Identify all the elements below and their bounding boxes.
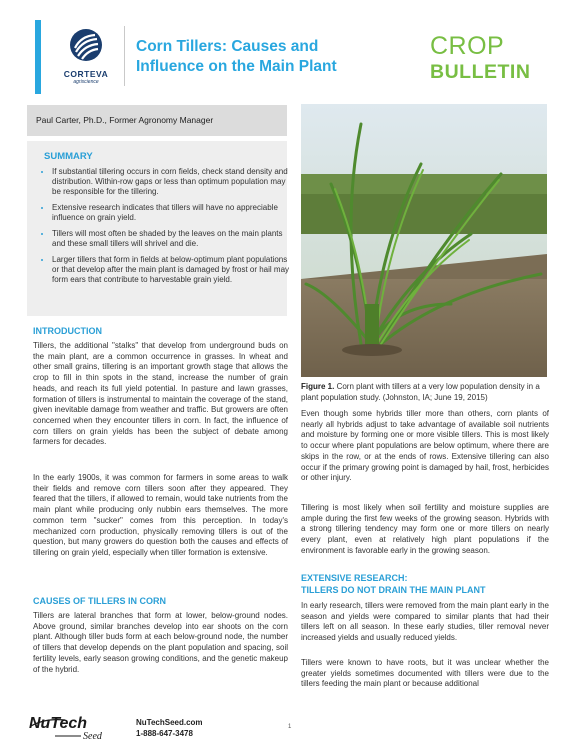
brand-sub: agriscience xyxy=(73,79,99,85)
summary-title: SUMMARY xyxy=(44,151,93,162)
series-label-crop: CROP xyxy=(430,32,505,60)
brand-name: CORTEVA xyxy=(63,69,109,79)
intro-paragraph-1: Tillers, the additional "stalks" that develop from underground buds on the main plant, are a common occurrence in grasses. In wheat and other small grains, tillering is an important growth stage that allows the crop to fill in thin spots in the stand, increase the number of grain heads, and reach its full yield potential. In pasture and lawn grasses, formation of tillers is instrumental to maintain the coverage of the stand, given inevitable damage from weather and traffic. But growers are often concerned when they encounter tillers in corn. In fact, the influence of corn tillers on grain yields has been the subject of debate among farmers for decades. xyxy=(33,341,288,447)
causes-paragraph-1: Tillers are lateral branches that form at lower, below-ground nodes. Above ground, similar branches develop into ear shoots on the corn plant. Although tiller buds form at each below-ground node, the number of tillers that develop depends on the plant population and spacing, soil fertility levels, early season growing conditions, and the genetic makeup of the hybrid. xyxy=(33,611,288,674)
figure-caption xyxy=(301,381,549,403)
footer-logo-main: NuTech xyxy=(29,715,88,732)
intro-heading: INTRODUCTION xyxy=(33,326,102,336)
header-divider xyxy=(124,26,125,86)
author-line: Paul Carter, Ph.D., Former Agronomy Manager xyxy=(36,115,214,125)
summary-item: • Tillers will most often be shaded by the leaves on the main plants and these small tillers will shrivel and die. xyxy=(52,229,289,249)
corteva-logo-icon xyxy=(69,28,103,62)
right-paragraph-1: Even though some hybrids tiller more than others, corn plants of nearly all hybrids adjust to take advantage of available soil nutrients and moisture by forming one or more visible tillers. This is most likely to occur where plant populations are below optimum, where there are skips in the row, or at the ends of rows. Extensive tillering can also occur if the primary growing point is damaged by hail, frost, herbicides or other injury. xyxy=(301,409,549,483)
summary-list xyxy=(40,167,289,291)
series-label-bulletin: BULLETIN xyxy=(430,61,531,83)
right-paragraph-3: In early research, tillers were removed from the main plant early in the season and yields were compared to similar plants that had their tillers left on all season. In these early studies, tiller removal never increased yields and usually reduced yields. xyxy=(301,601,549,643)
summary-item: • Extensive research indicates that tillers will have no appreciable influence on grain yield. xyxy=(52,203,289,223)
research-heading-line-2: TILLERS DO NOT DRAIN THE MAIN PLANT xyxy=(301,585,486,595)
footer-phone: 1-888-647-3478 xyxy=(136,729,193,738)
figure-caption-text: Corn plant with tillers at a very low population density in a plant population study. (Johnston, IA; June 19, 2015) xyxy=(301,382,540,402)
page-title xyxy=(136,37,386,77)
summary-item: • If substantial tillering occurs in corn fields, check stand density and distribution. Within-row gaps or less than optimum population may be responsible for the tillering. xyxy=(52,167,289,197)
nutech-seed-logo xyxy=(25,710,125,742)
footer-logo-sub: Seed xyxy=(83,731,102,742)
research-heading-line-1: EXTENSIVE RESEARCH: xyxy=(301,573,408,583)
page-number: 1 xyxy=(288,724,292,730)
intro-paragraph-2: In the early 1900s, it was common for farmers in some areas to walk their fields and remove corn tillers soon after they appeared. They feared that the tillers, if allowed to remain, would take nutrients from the main plant while producing only nubbin ears themselves. The more common term "sucker" comes from this perception. In today's mechanized corn production, physically removing tillers is out of the question, but many growers do question both the causes and effects of tillering on grain yield, especially when tiller formation is extensive. xyxy=(33,473,288,557)
causes-heading: CAUSES OF TILLERS IN CORN xyxy=(33,596,167,606)
summary-item: • Larger tillers that form in fields at below-optimum plant populations or that develop after the main plant is damaged by frost or hail may form ears that contribute to harvestable grain yield. xyxy=(52,255,289,285)
corteva-logo xyxy=(54,28,118,88)
header-accent-bar xyxy=(35,20,41,94)
figure-label: Figure 1. xyxy=(301,382,335,391)
corn-plant-photo xyxy=(301,104,547,377)
title-line-2: Influence on the Main Plant xyxy=(136,58,337,75)
title-line-1: Corn Tillers: Causes and xyxy=(136,38,319,55)
right-paragraph-4: Tillers were known to have roots, but it was unclear whether the greater yields sometimes documented with tillers were due to the tillers feeding the main plant or because additional xyxy=(301,658,549,689)
footer-website-link[interactable]: NuTechSeed.com xyxy=(136,718,203,727)
right-paragraph-2: Tillering is most likely when soil fertility and moisture supplies are ample during the first few weeks of the growing season. Hybrids with a strong tillering tendency may form one or more tillers on nearly every plant, even at relatively high plant populations if the environment is favorable early in the growing season. xyxy=(301,503,549,555)
